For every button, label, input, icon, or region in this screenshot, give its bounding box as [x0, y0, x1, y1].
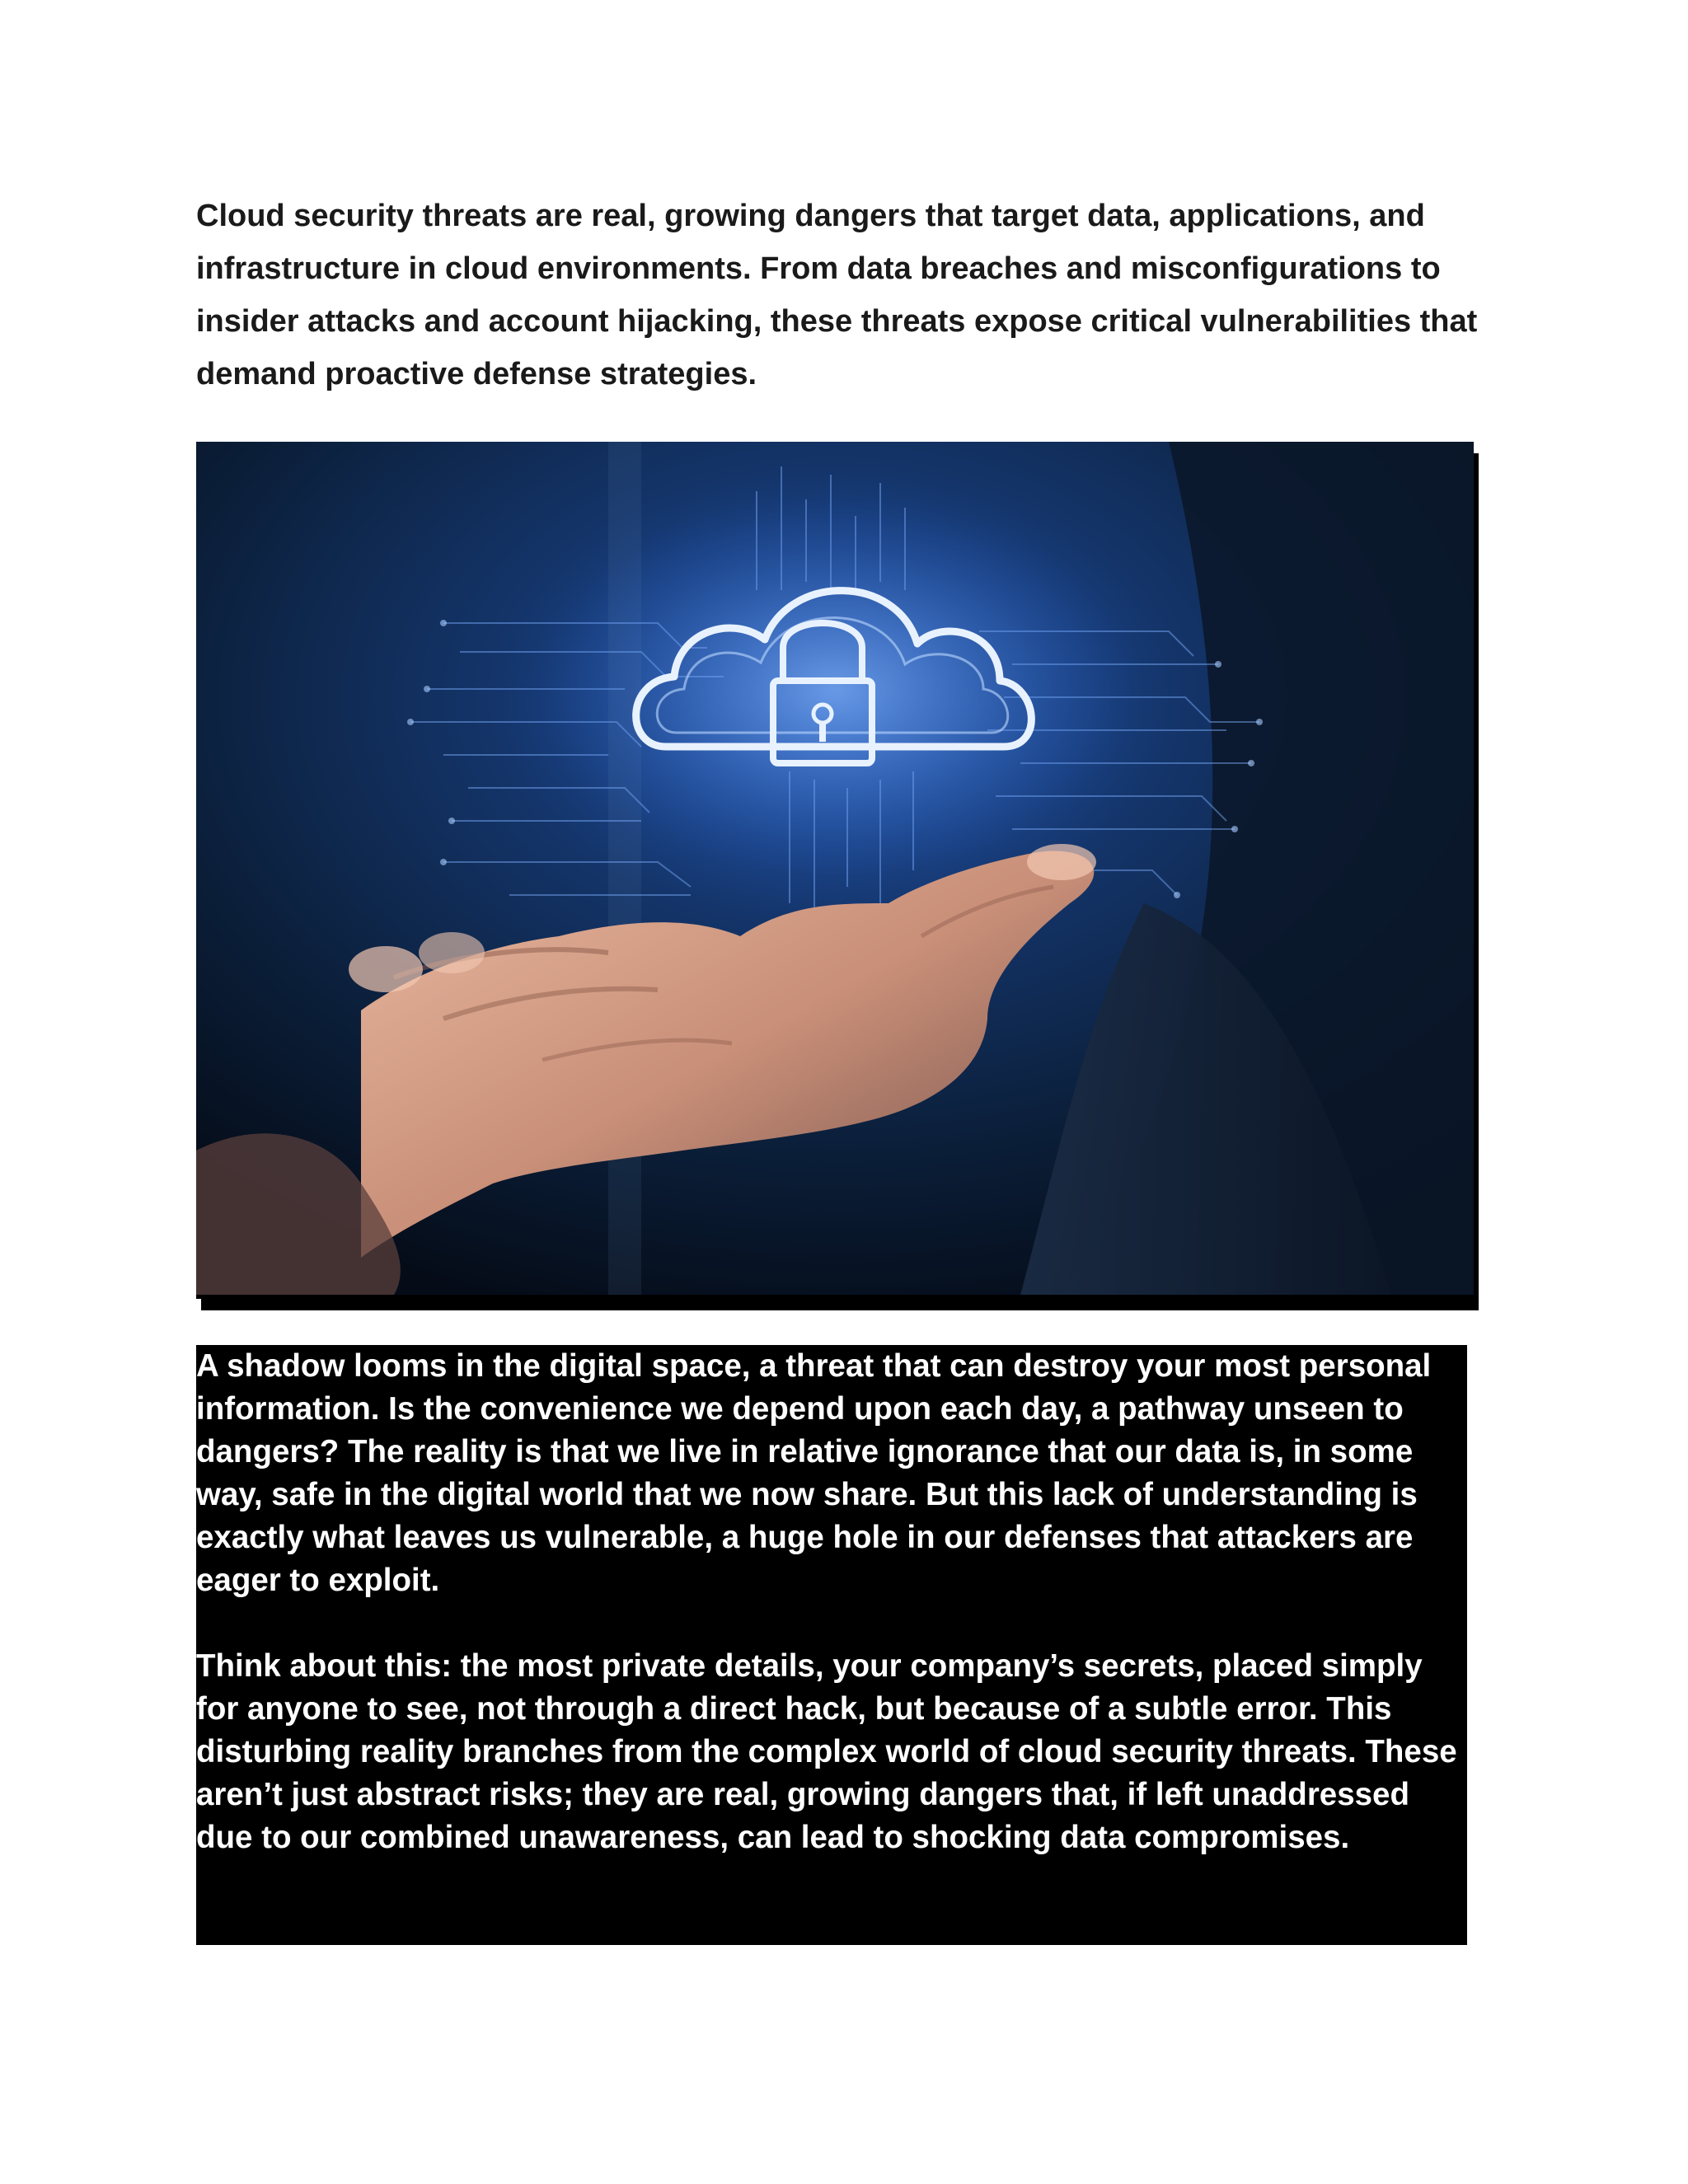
- cloud-hand-illustration: [196, 442, 1474, 1295]
- cloud-security-image: [196, 442, 1474, 1299]
- intro-paragraph: Cloud security threats are real, growing dangers that target data, applications, and infrastructure in cloud environments. From data breaches and misconfigurations to insider attacks and account hijacking, these threats expose critical vulnerabilities that demand proactive defense strategies.: [196, 199, 1478, 391]
- paragraph-2: Think about this: the most private details, your company’s secrets, placed simply for anyone to see, not through a direct hack, but because of a subtle error. This disturbing reality branches from the complex world of cloud security threats. These aren’t just abstract risks; they are real, growing dangers that, if left unaddressed due to our combined unawareness, can lead to shocking data compromises.: [196, 1648, 1457, 1855]
- paragraph-1: A shadow looms in the digital space, a threat that can destroy your most personal information. Is the convenience we depend upon each day, a pathway unseen to dangers? The reality is that we live in relative ignorance that our data is, in some way, safe in the digital world that we now share. But this lack of understanding is exactly what leaves us vulnerable, a huge hole in our defenses that attackers are eager to exploit.: [196, 1348, 1432, 1598]
- highlighted-text-block: [196, 1345, 1467, 1945]
